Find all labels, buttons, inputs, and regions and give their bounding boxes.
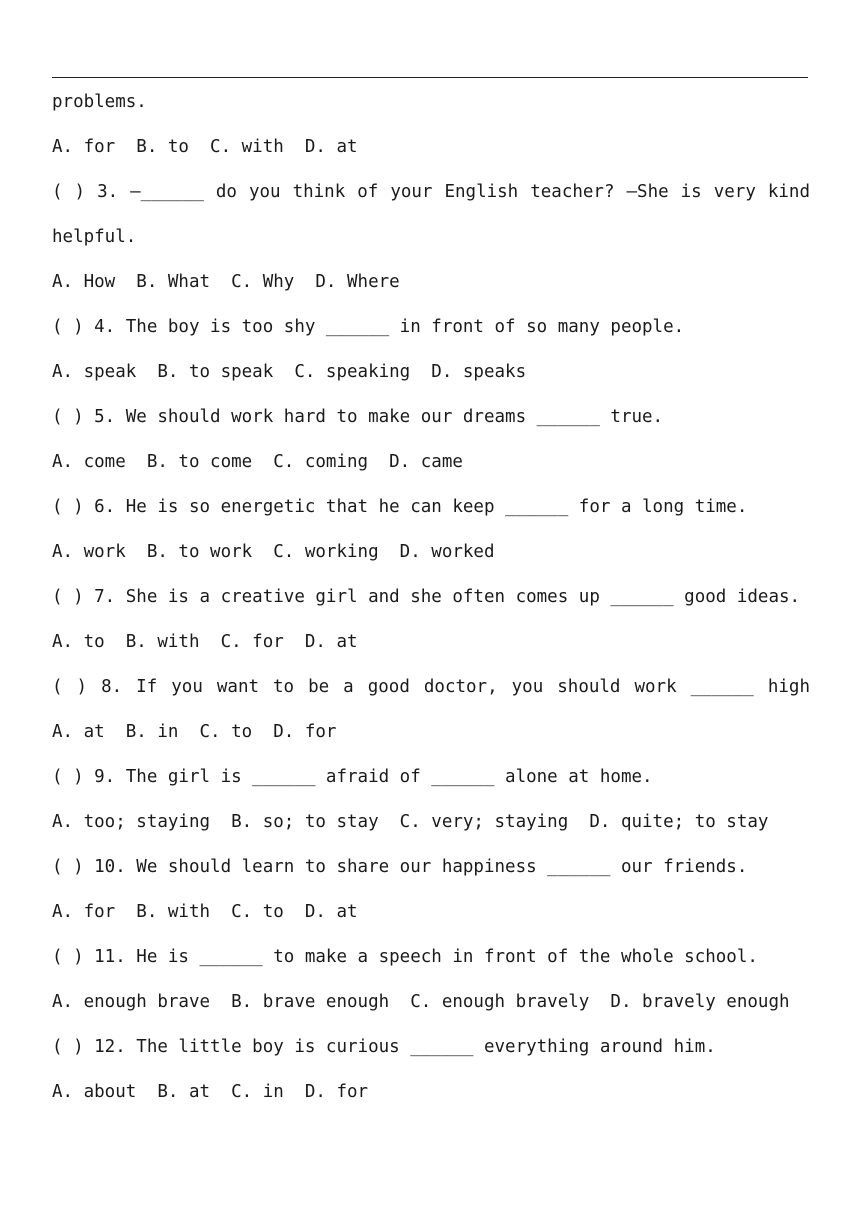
question-3-options: A. How B. What C. Why D. Where	[52, 272, 400, 292]
question-3-continuation: helpful.	[52, 227, 137, 247]
question-8-options: A. at B. in C. to D. for	[52, 722, 337, 742]
question-6-stem: ( ) 6. He is so energetic that he can keep ______ for a long time.	[52, 497, 748, 517]
question-9-stem: ( ) 9. The girl is ______ afraid of ______ alone at home.	[52, 767, 653, 787]
question-3-stem: ( ) 3. —______ do you think of your English teacher? —She is very kind	[52, 182, 810, 202]
question-2-continuation: problems.	[52, 92, 147, 112]
question-6-options: A. work B. to work C. working D. worked	[52, 542, 495, 562]
question-4-options: A. speak B. to speak C. speaking D. speaks	[52, 362, 527, 382]
question-5-stem: ( ) 5. We should work hard to make our dreams ______ true.	[52, 407, 664, 427]
question-8-stem: ( ) 8. If you want to be a good doctor, you should work ______ high	[52, 677, 810, 697]
question-5-options: A. come B. to come C. coming D. came	[52, 452, 463, 472]
question-10-options: A. for B. with C. to D. at	[52, 902, 358, 922]
question-4-stem: ( ) 4. The boy is too shy ______ in front of so many people.	[52, 317, 685, 337]
question-9-options: A. too; staying B. so; to stay C. very; staying D. quite; to stay	[52, 812, 769, 832]
question-list	[52, 80, 810, 1115]
question-7-options: A. to B. with C. for D. at	[52, 632, 358, 652]
question-11-stem: ( ) 11. He is ______ to make a speech in front of the whole school.	[52, 947, 758, 967]
question-2-options: A. for B. to C. with D. at	[52, 137, 358, 157]
header-rule	[52, 77, 808, 78]
question-12-options: A. about B. at C. in D. for	[52, 1082, 369, 1102]
question-12-stem: ( ) 12. The little boy is curious ______ everything around him.	[52, 1037, 716, 1057]
question-10-stem: ( ) 10. We should learn to share our happiness ______ our friends.	[52, 857, 748, 877]
question-11-options: A. enough brave B. brave enough C. enough bravely D. bravely enough	[52, 992, 790, 1012]
question-7-stem: ( ) 7. She is a creative girl and she often comes up ______ good ideas.	[52, 587, 801, 607]
